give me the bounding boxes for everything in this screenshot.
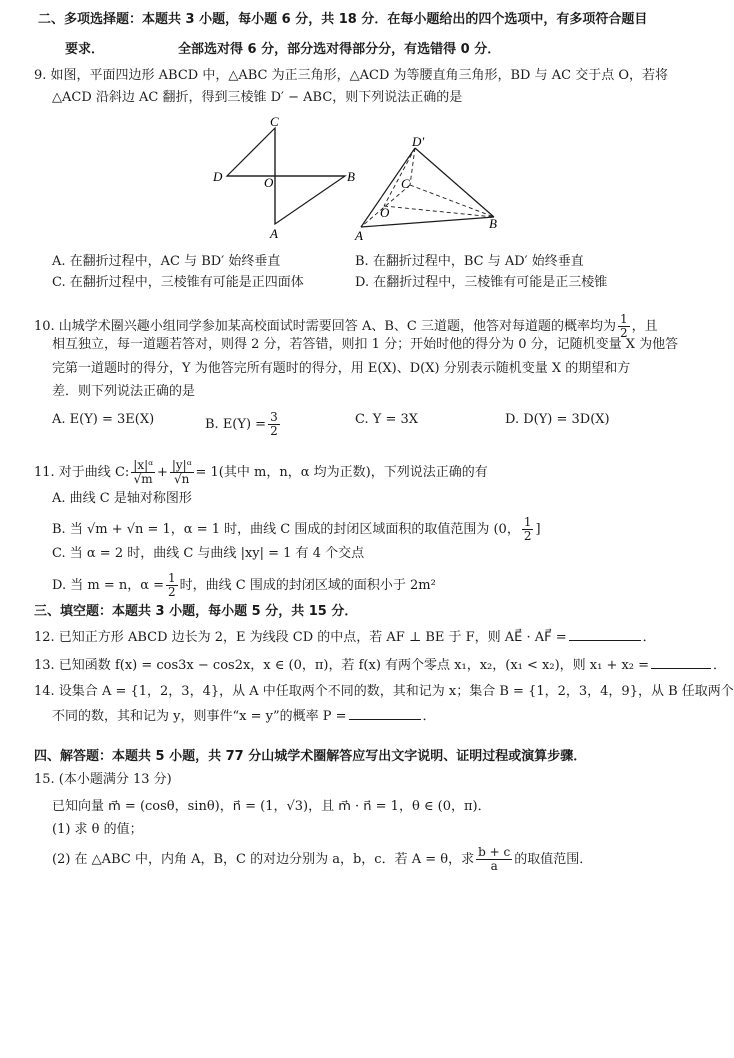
q15-head: 15. (本小题满分 13 分) (34, 772, 172, 787)
q14-line2-text: 不同的数，其和记为 y，则事件“x = y”的概率 P = (52, 709, 347, 724)
numerator: 1 (619, 312, 628, 326)
q11-option-b (52, 516, 541, 543)
label-o-3d: O (380, 205, 390, 220)
q11-option-d-a: D. 当 m = n，α = (52, 578, 165, 593)
label-a: A (270, 226, 278, 241)
q13-text: 13. 已知函数 f(x) = cos3x − cos2x，x ∈ (0，π)，若 f(x) 有两个零点 x₁，x₂，(x₁ < x₂)，则 x₁ + x₂ = (34, 658, 650, 673)
fraction (268, 411, 280, 438)
denominator: a (490, 859, 498, 873)
q11-option-a: A. 曲线 C 是轴对称图形 (52, 491, 192, 506)
numerator: |y|ᵅ (171, 458, 192, 472)
label-b-3d: B (489, 216, 497, 231)
q11-stem-a: 11. 对于曲线 C: (34, 465, 130, 480)
q9-option-a: A. 在翻折过程中，AC 与 BD′ 始终垂直 (52, 254, 281, 269)
q9-option-d: D. 在翻折过程中，三棱锥有可能是正三棱锥 (355, 275, 608, 290)
fraction-x (131, 459, 155, 486)
q10-option-c: C. Y = 3X (355, 412, 419, 427)
q10-option-d: D. D(Y) = 3D(X) (505, 412, 610, 427)
section4-title: 四、解答题：本题共 5 小题，共 77 分山城学术圈解答应写出文字说明、证明过程或演算步骤． (34, 749, 587, 764)
denominator: √m (133, 472, 153, 486)
denominator: 2 (619, 326, 628, 340)
answer-blank[interactable] (569, 628, 641, 641)
numerator: 3 (270, 410, 278, 424)
q12 (34, 628, 656, 647)
q10-line1-text: 10. 山城学术圈兴趣小组同学参加某高校面试时需要回答 A、B、C 三道题，他答对每道题的概率均为 (34, 319, 616, 334)
label-d-prime: D′ (412, 134, 425, 149)
answer-blank[interactable] (651, 656, 711, 669)
q12-end: ． (642, 630, 656, 645)
bracket: ] (535, 522, 541, 537)
q11-option-d-b: 时，曲线 C 围成的封闭区域的面积小于 2m² (179, 578, 436, 593)
q15-part2-b: 的取值范围． (514, 852, 593, 867)
q14-end: ． (422, 709, 436, 724)
label-b: B (347, 169, 355, 184)
denominator: 2 (523, 529, 532, 543)
fraction (166, 572, 178, 599)
q11-stem (34, 459, 488, 486)
plus-sign: + (156, 465, 168, 480)
answer-blank[interactable] (349, 707, 421, 720)
label-a-3d: A (355, 228, 363, 243)
numerator: |x|ᵅ (133, 458, 153, 472)
q15-part2 (52, 846, 592, 873)
q13 (34, 656, 726, 675)
denominator: 2 (168, 585, 176, 599)
q10-option-a: A. E(Y) = 3E(X) (52, 412, 155, 427)
q10-option-b-text: B. E(Y) = (205, 417, 267, 432)
section3-title: 三、填空题：本题共 3 小题，每小题 5 分，共 15 分． (34, 604, 358, 619)
q11-option-b-text: B. 当 √m + √n = 1，α = 1 时，曲线 C 围成的封闭区域面积的取值范围为 (0， (52, 522, 520, 537)
q15-part1: (1) 求 θ 的值； (52, 822, 143, 837)
q10-line2: 相互独立，每一道题若答对，则得 2 分，若答错，则扣 1 分；开始时他的得分为 0 分，记随机变量 X 为他答 (52, 337, 679, 352)
fraction (522, 516, 534, 543)
fraction (476, 846, 512, 873)
section2-req-a: 要求． (65, 42, 105, 57)
q9-option-b: B. 在翻折过程中，BC 与 AD′ 始终垂直 (355, 254, 584, 269)
denominator: 2 (270, 424, 278, 438)
label-c-3d: C (401, 176, 410, 191)
q11-stem-b: = 1(其中 m，n，α 均为正数)，下列说法正确的有 (195, 465, 488, 480)
q10-line3: 完第一道题时的得分，Y 为他答完所有题时的得分，用 E(X)、D(X) 分别表示随机变量 X 的期望和方 (52, 361, 631, 376)
numerator: b + c (478, 845, 511, 859)
q14-line2 (52, 707, 436, 726)
planar-quadrilateral (227, 128, 345, 224)
q15-part2-a: (2) 在 △ABC 中，内角 A，B，C 的对边分别为 a，b，c．若 A = θ，求 (52, 852, 475, 867)
q12-text: 12. 已知正方形 ABCD 边长为 2，E 为线段 CD 的中点，若 AF ⊥ BE 于 F，则 AE⃗ · AF⃗ = (34, 630, 567, 645)
q9-option-c: C. 在翻折过程中，三棱锥有可能是正四面体 (52, 275, 304, 290)
q9-line2: △ACD 沿斜边 AC 翻折，得到三棱锥 D′ − ABC，则下列说法正确的是 (52, 90, 463, 105)
q11-option-d (52, 572, 436, 599)
label-d: D (213, 169, 223, 184)
numerator: 1 (168, 571, 176, 585)
section2-title: 二、多项选择题：本题共 3 小题，每小题 6 分，共 18 分．在每小题给出的四个选项中，有多项符合题目 (38, 12, 648, 27)
label-c: C (270, 114, 279, 129)
numerator: 1 (523, 515, 532, 529)
label-o: O (264, 175, 274, 190)
q14-line1: 14. 设集合 A = {1，2，3，4}，从 A 中任取两个不同的数，其和记为 x；集合 B = {1，2，3，4，9}，从 B 任取两个 (34, 684, 734, 699)
q10-line1-end: ，且 (631, 319, 658, 334)
q10-line4: 差．则下列说法正确的是 (52, 384, 196, 399)
q11-option-c: C. 当 α = 2 时，曲线 C 与曲线 |xy| = 1 有 4 个交点 (52, 546, 365, 561)
q15-given: 已知向量 m⃗ = (cosθ，sinθ)，n⃗ = (1，√3)，且 m⃗ · n⃗ = 1，θ ∈ (0，π)． (52, 799, 491, 814)
denominator: √n (173, 472, 190, 486)
q13-end: ． (713, 658, 727, 673)
section2-req-b: 全部选对得 6 分，部分选对得部分分，有选错得 0 分． (178, 42, 501, 57)
fraction-y (170, 459, 194, 486)
q10-option-b (205, 411, 282, 438)
q9-line1: 9. 如图，平面四边形 ABCD 中，△ABC 为正三角形，△ACD 为等腰直角三角形，BD 与 AC 交于点 O，若将 (34, 68, 668, 83)
q9-figure (0, 0, 710, 260)
